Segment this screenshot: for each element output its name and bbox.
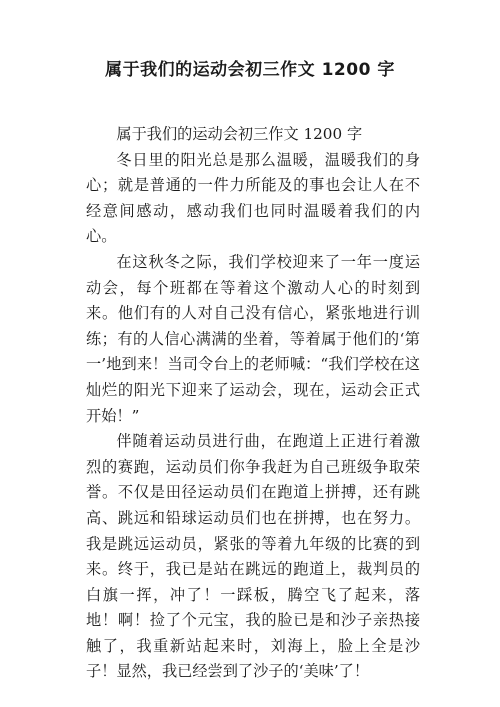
document-title: 属于我们的运动会初三作文 1200 字 — [105, 60, 395, 80]
document-body — [86, 122, 420, 685]
paragraph-subtitle: 属于我们的运动会初三作文 1200 字 — [116, 125, 363, 143]
paragraph-2: 在这秋冬之际，我们学校迎来了一年一度运动会，每个班都在等着这个激动人心的时刻到来。他们有的人对自己没有信心，紧张地进行训练；有的人信心满满的坐着，等着属于他们的‘第一’地到来！当司令台上的老师喊：“我们学校在这灿烂的阳光下迎来了运动会，现在，运动会正式开始！” — [86, 252, 420, 425]
paragraph-3: 伴随着运动员进行曲，在跑道上正进行着激烈的赛跑，运动员们你争我赶为自己班级争取荣誉。不仅是田径运动员们在跑道上拼搏，还有跳高、跳远和铅球运动员们也在拼搏，也在努力。我是跳远运动员，紧张的等着九年级的比赛的到来。终于，我已是站在跳远的跑道上，裁判员的白旗一挥，冲了！一踩板，腾空飞了起来，落地！啊！捡了个元宝，我的脸已是和沙子亲热接触了，我重新站起来时，刘海上，脸上全是沙子！显然，我已经尝到了沙子的‘美味’了！ — [86, 432, 420, 681]
paragraph-1: 冬日里的阳光总是那么温暖，温暖我们的身心；就是普通的一件力所能及的事也会让人在不经意间感动，感动我们也同时温暖着我们的内心。 — [86, 150, 420, 246]
